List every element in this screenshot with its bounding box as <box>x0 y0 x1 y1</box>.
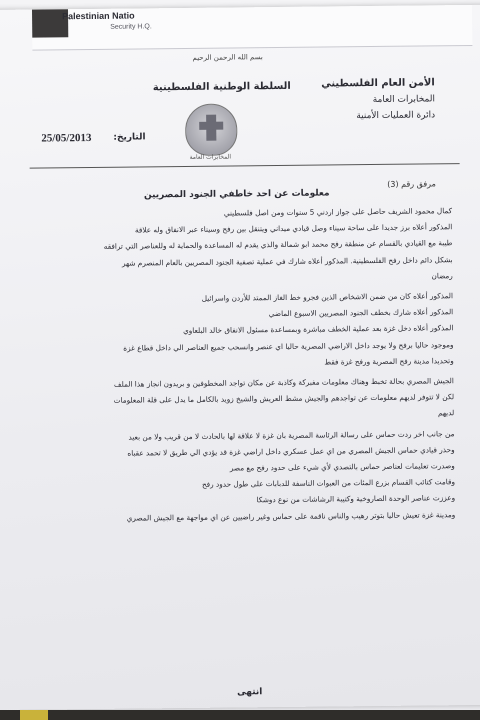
body-line: وصدرت تعليمات لعناصر حماس بالتصدي لأي شيء على حدود رفح مع مصر <box>229 461 455 473</box>
department-block <box>321 75 435 124</box>
body-line: وقامت كتائب القسام بزرع المئات من العبوات الناسفة للدبابات على طول حدود رفح <box>201 477 456 490</box>
emblem-caption: المخابرات العامة <box>189 153 232 161</box>
body-line: المذكور أعلاه دخل غزة بعد عملية الخطف مباشرة وبمساعدة مسئول الانفاق خالد البلعاوي <box>182 323 454 336</box>
body-line: المذكور أعلاه برز جديدا على ساحة سيناء وصل قيادي ميداني ويتنقل بين رفح وسيناء عبر الانفاق وله علاقة <box>134 222 453 235</box>
body-line: من جانب اخر ردت حماس على رسالة الرئاسة المصرية بان غزة لا علاقة لها بالحادث لا من قريب ولا من بعيد <box>128 428 455 442</box>
body-line: وموجود حاليا برفح ولا يوجد داخل الاراضي المصرية حاليا اي عنصر وانسحب جميع العناصر الي داخل قطاع غزة <box>123 339 454 353</box>
table-edge <box>0 710 480 720</box>
body-line: كمال محمود الشريف حاصل على جواز اردني 5 سنوات ومن اصل فلسطيني <box>223 206 453 218</box>
letterhead-line-1: Palestinian Natio <box>62 10 135 22</box>
body-line: لديهم <box>437 408 455 418</box>
body-line: رمضان <box>431 271 453 281</box>
date-value: 25/05/2013 <box>41 131 92 145</box>
document-subject: معلومات عن احد خاطفي الجنود المصريين <box>143 188 330 201</box>
body-line: وحذر قيادي حماس الجيش المصري من اي عمل عسكري داخل اراضي غزة قد يؤدي الي طريق لا تحمد عقباه <box>127 445 455 458</box>
yellow-object <box>20 710 48 720</box>
closing-word: انتهى <box>237 687 263 698</box>
authority-title: السلطة الوطنية الفلسطينية <box>152 80 291 94</box>
underlying-letterhead <box>32 5 472 51</box>
department-line-3: دائرة العمليات الأمنية <box>356 110 436 122</box>
body-line: لكن لا تتوفر لديهم معلومات عن تواجدهم والجيش مشط العريش والشيخ زويد بالكامل ما يدل على قلة المعلومات <box>113 392 455 405</box>
department-line-1: الأمن العام الفلسطيني <box>321 77 435 90</box>
date-label: التاريخ: <box>113 132 146 143</box>
attachment-number: مرفق رقم (3) <box>387 179 436 189</box>
body-line: الجيش المصري بحالة تخبط وهناك معلومات مفبركة وكاذبة عن مكان تواجد المخطوفين و بريدون انجاز هذا الملف <box>113 376 454 389</box>
body-line: طيبة مع القيادي بالقسام عن منطقة رفح محمد ابو شمالة والذي يقدم له المساعدة والحماية له وللعناصر التي ترافقه <box>103 238 453 252</box>
body-line: بشكل دائم داخل رفح الفلسطينية. المذكور أعلاه شارك في عملية تصفية الجنود المصريين بالعام المنصرم شهر <box>121 254 453 268</box>
letterhead-line-2: Security H.Q. <box>110 23 152 31</box>
body-line: وتحديدا مدينة رفح المصرية ورفح غزة فقط <box>324 356 454 367</box>
emblem-bar-horizontal <box>199 122 223 130</box>
document-body <box>12 203 455 527</box>
document-page <box>0 5 480 710</box>
intelligence-emblem-icon <box>185 103 238 156</box>
body-line: وعززت عناصر الوحدة الصاروخية وكتيبة الرشاشات من نوع دوشكا <box>256 493 456 505</box>
department-line-2: المخابرات العامة <box>372 94 436 106</box>
body-line: المذكور أعلاه شارك بخطف الجنود المصريين الاسبوع الماضي <box>268 307 454 319</box>
body-line: ومدينة غزة تعيش حاليا بتوتر رهيب والناس ناقمة على حماس وغير راضيين عن اي مواجهة مع الجيش المصري <box>126 509 456 523</box>
basmala: بسم الله الرحمن الرحيم <box>192 53 263 62</box>
body-line: المذكور أعلاه كان من ضمن الاشخاص الذين فجرو خط الغاز الممتد للأردن واسرائيل <box>201 291 454 303</box>
header-divider <box>30 163 460 169</box>
